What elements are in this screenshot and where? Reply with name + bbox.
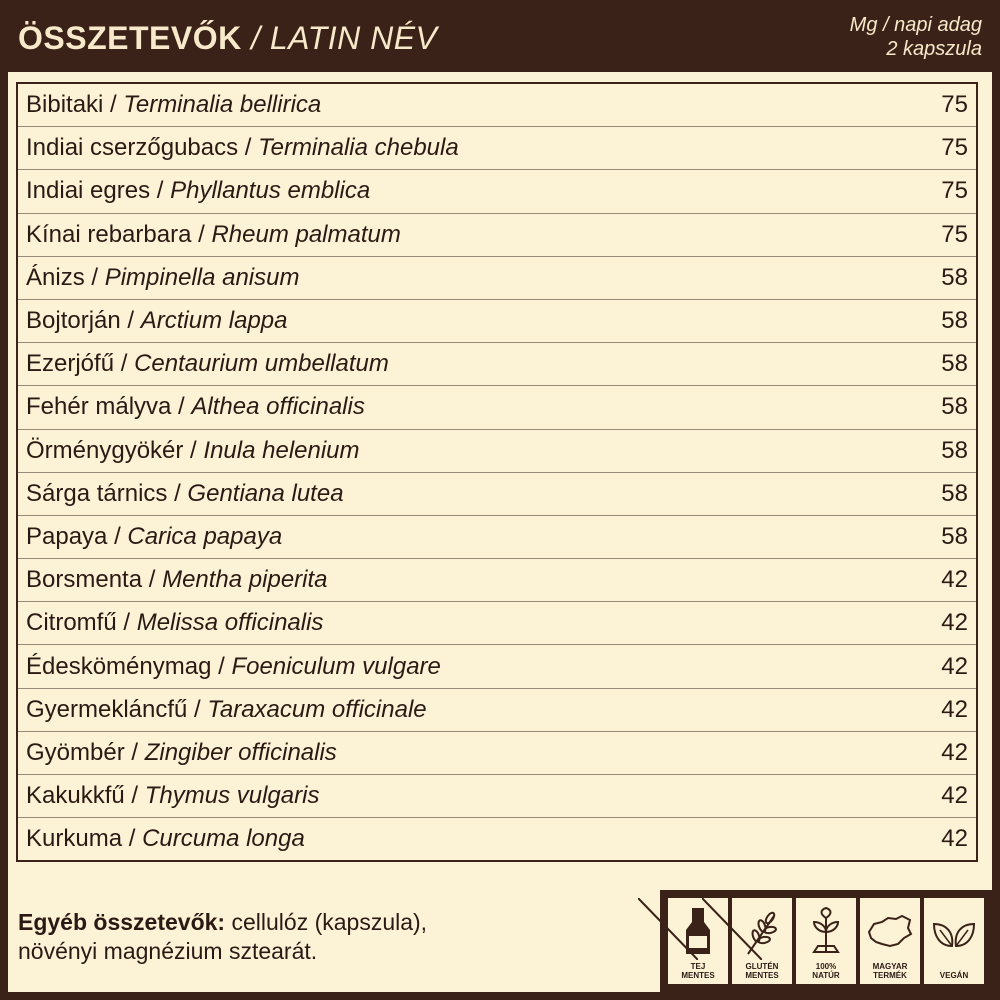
badge-label — [796, 962, 856, 980]
separator: / — [191, 220, 212, 248]
other-ingredients — [18, 908, 618, 966]
ingredient-cell — [17, 818, 880, 862]
ingredient-cell — [17, 688, 880, 731]
mg-value: 42 — [880, 688, 977, 731]
separator: / — [120, 307, 141, 335]
ingredient-cell — [17, 386, 880, 429]
separator: / — [114, 350, 135, 378]
ingredient-cell — [17, 343, 880, 386]
hungary-map-icon — [866, 906, 914, 958]
separator: / — [183, 436, 204, 464]
ingredient-name: Kínai rebarbara — [26, 220, 192, 248]
ingredient-name: Papaya — [26, 522, 108, 550]
table-row — [17, 127, 977, 170]
ingredient-cell — [17, 559, 880, 602]
ingredient-cell — [17, 127, 880, 170]
mg-value: 42 — [880, 602, 977, 645]
badge-line-1: 100% — [815, 962, 837, 971]
table-row — [17, 731, 977, 774]
ingredient-cell — [17, 602, 880, 645]
ingredient-cell — [17, 256, 880, 299]
badge-label — [924, 971, 984, 980]
badge-line-2: MENTES — [745, 971, 779, 980]
mg-value: 42 — [880, 775, 977, 818]
mg-value: 42 — [880, 559, 977, 602]
table-row — [17, 688, 977, 731]
ingredient-cell — [17, 472, 880, 515]
separator: / — [150, 177, 171, 205]
badges-panel — [660, 890, 992, 992]
ingredient-cell — [17, 775, 880, 818]
table-row — [17, 515, 977, 558]
latin-name: Foeniculum vulgare — [231, 652, 441, 680]
ingredient-name: Gyömbér — [26, 738, 125, 766]
table-row — [17, 429, 977, 472]
ingredient-name: Ezerjófű — [26, 350, 115, 378]
badge-line-2: MENTES — [681, 971, 715, 980]
latin-name: Mentha piperita — [162, 566, 328, 594]
table-row — [17, 83, 977, 127]
ingredient-cell — [17, 213, 880, 256]
ingredient-cell — [17, 515, 880, 558]
mg-value: 42 — [880, 645, 977, 688]
title-latin-name: / LATIN NÉV — [241, 20, 438, 56]
badge-line-2: NATÚR — [812, 971, 840, 980]
badge-label — [732, 962, 792, 980]
latin-name: Curcuma longa — [142, 825, 305, 853]
latin-name: Inula helenium — [203, 436, 360, 464]
other-ingredients-line-2: növényi magnézium sztearát. — [18, 938, 318, 964]
unit-header — [850, 13, 982, 61]
latin-name: Pimpinella anisum — [104, 263, 300, 291]
page-title — [18, 20, 437, 57]
mg-value: 58 — [880, 515, 977, 558]
ingredient-name: Gyermekláncfű — [26, 695, 188, 723]
ingredient-name: Bibitaki — [26, 91, 104, 119]
badge-line-2: VEGÁN — [939, 971, 969, 980]
latin-name: Melissa officinalis — [136, 609, 324, 637]
separator: / — [238, 134, 259, 162]
plant-icon — [806, 906, 846, 958]
ingredient-name: Indiai egres — [26, 177, 151, 205]
separator: / — [84, 263, 105, 291]
ingredient-name: Ánizs — [26, 263, 85, 291]
ingredient-name: Édesköménymag — [26, 652, 212, 680]
separator: / — [107, 522, 128, 550]
table-row — [17, 213, 977, 256]
ingredient-name: Kakukkfű — [26, 782, 125, 810]
separator: / — [211, 652, 232, 680]
separator: / — [116, 609, 137, 637]
ingredient-name: Fehér mályva — [26, 393, 172, 421]
latin-name: Rheum palmatum — [211, 220, 401, 248]
latin-name: Gentiana lutea — [187, 479, 344, 507]
ingredient-name: Sárga tárnics — [26, 479, 168, 507]
separator: / — [142, 566, 163, 594]
mg-value: 42 — [880, 731, 977, 774]
leaves-icon — [930, 906, 978, 958]
mg-value: 75 — [880, 170, 977, 213]
mg-value: 58 — [880, 472, 977, 515]
strike-icon — [702, 898, 762, 960]
badge-line-1: TEJ — [690, 962, 706, 971]
mg-value: 75 — [880, 83, 977, 127]
ingredient-name: Örménygyökér — [26, 436, 184, 464]
table-row — [17, 256, 977, 299]
strike-icon — [638, 898, 698, 960]
table-row — [17, 818, 977, 862]
table-row — [17, 170, 977, 213]
ingredient-cell — [17, 299, 880, 342]
mg-value: 58 — [880, 299, 977, 342]
ingredient-name: Bojtorján — [26, 307, 121, 335]
latin-name: Phyllantus emblica — [170, 177, 371, 205]
ingredient-cell — [17, 83, 880, 127]
ingredient-cell — [17, 731, 880, 774]
mg-value: 58 — [880, 386, 977, 429]
badge-hungarian-product — [859, 897, 921, 985]
table-row — [17, 472, 977, 515]
mg-value: 58 — [880, 256, 977, 299]
latin-name: Terminalia bellirica — [123, 91, 322, 119]
badge-label — [668, 962, 728, 980]
ingredients-table — [16, 82, 978, 862]
mg-value: 58 — [880, 343, 977, 386]
ingredient-name: Borsmenta — [26, 566, 143, 594]
badge-natural — [795, 897, 857, 985]
ingredient-name: Kurkuma — [26, 825, 123, 853]
ingredient-cell — [17, 429, 880, 472]
separator: / — [187, 695, 208, 723]
table-row — [17, 602, 977, 645]
other-ingredients-label: Egyéb összetevők: — [18, 909, 226, 935]
table-row — [17, 775, 977, 818]
separator: / — [171, 393, 192, 421]
title-ingredients: ÖSSZETEVŐK — [18, 20, 242, 56]
latin-name: Thymus vulgaris — [144, 782, 320, 810]
latin-name: Centaurium umbellatum — [134, 350, 389, 378]
header-bar — [0, 0, 1000, 72]
badge-line-1: GLUTÉN — [745, 962, 779, 971]
other-ingredients-line-1: cellulóz (kapszula), — [225, 909, 428, 935]
mg-value: 75 — [880, 127, 977, 170]
badge-line-2: TERMÉK — [873, 971, 907, 980]
separator: / — [122, 825, 143, 853]
latin-name: Taraxacum officinale — [207, 695, 427, 723]
separator: / — [124, 738, 145, 766]
latin-name: Terminalia chebula — [258, 134, 459, 162]
table-row — [17, 559, 977, 602]
ingredient-name: Citromfű — [26, 609, 117, 637]
unit-line-2: 2 kapszula — [886, 38, 982, 60]
latin-name: Carica papaya — [127, 522, 283, 550]
table-row — [17, 299, 977, 342]
separator: / — [103, 91, 124, 119]
mg-value: 75 — [880, 213, 977, 256]
badge-vegan — [923, 897, 985, 985]
badge-line-1: MAGYAR — [872, 962, 908, 971]
unit-line-1: Mg / napi adag — [849, 14, 982, 36]
table-row — [17, 645, 977, 688]
separator: / — [167, 479, 188, 507]
separator: / — [124, 782, 145, 810]
latin-name: Arctium lappa — [140, 307, 288, 335]
latin-name: Zingiber officinalis — [144, 738, 337, 766]
mg-value: 42 — [941, 825, 968, 853]
latin-name: Althea officinalis — [191, 393, 365, 421]
mg-value: 58 — [880, 429, 977, 472]
ingredient-name: Indiai cserzőgubacs — [26, 134, 239, 162]
ingredient-cell — [17, 645, 880, 688]
badge-label — [860, 962, 920, 980]
table-row — [17, 386, 977, 429]
table-row — [17, 343, 977, 386]
badge-gluten-free — [731, 897, 793, 985]
ingredient-cell — [17, 170, 880, 213]
